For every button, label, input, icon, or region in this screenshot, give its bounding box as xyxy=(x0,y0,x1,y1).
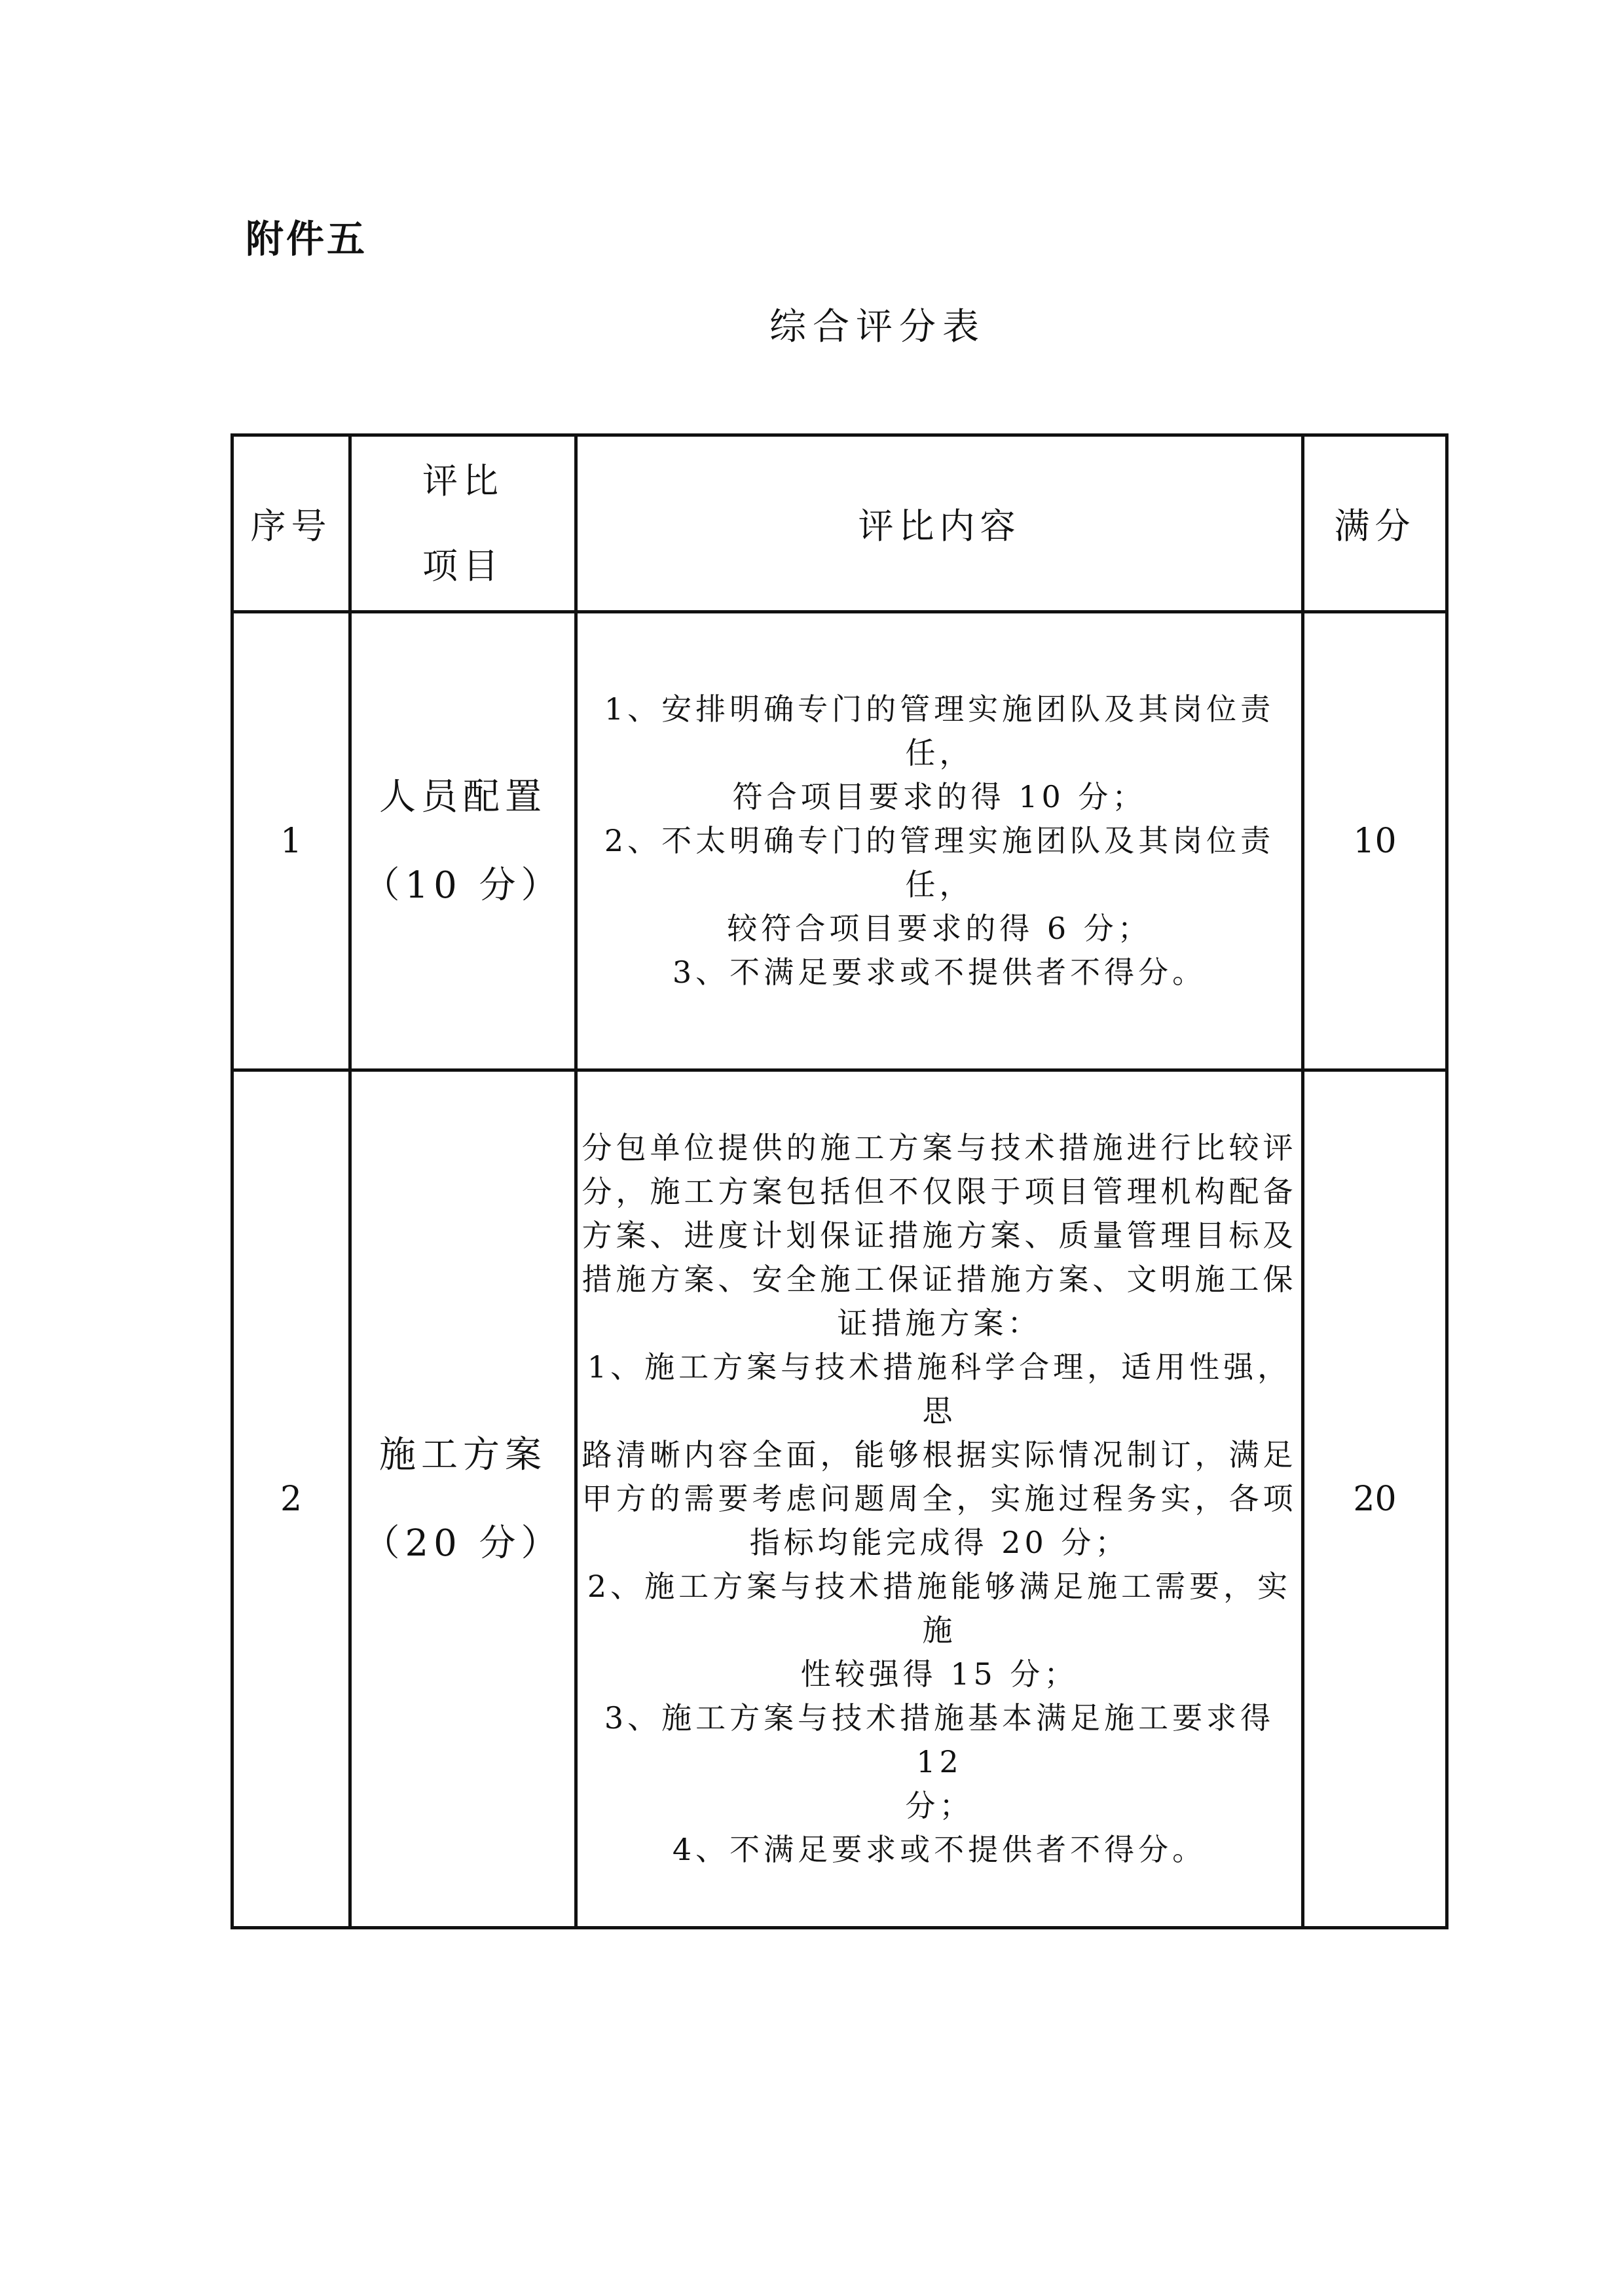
content-line: 符合项目要求的得 10 分； xyxy=(732,779,1147,814)
attachment-label: 附件五 xyxy=(246,217,368,261)
row-item xyxy=(350,1070,576,1928)
row-score: 10 xyxy=(1303,612,1447,1070)
row-item xyxy=(350,612,576,1070)
content-line: 证措施方案： xyxy=(837,1305,1042,1341)
content-line: 2、不太明确专门的管理实施团队及其岗位责任， xyxy=(604,823,1275,902)
content-line: 方案、进度计划保证措施方案、质量管理目标及 xyxy=(581,1218,1297,1253)
content-line: 措施方案、安全施工保证措施方案、文明施工保 xyxy=(581,1262,1297,1297)
content-line: 4、不满足要求或不提供者不得分。 xyxy=(672,1832,1207,1867)
header-score: 满分 xyxy=(1303,435,1447,612)
header-item-line1: 评比 xyxy=(422,460,504,501)
content-line: 甲方的需要考虑问题周全，实施过程务实，各项 xyxy=(581,1481,1297,1516)
header-seq: 序号 xyxy=(232,435,350,612)
header-content: 评比内容 xyxy=(576,435,1303,612)
row-content xyxy=(576,1070,1303,1928)
content-line: 路清晰内容全面，能够根据实际情况制订，满足 xyxy=(581,1437,1297,1472)
content-line: 指标均能完成得 20 分； xyxy=(749,1525,1130,1560)
content-line: 1、安排明确专门的管理实施团队及其岗位责任， xyxy=(604,691,1275,771)
scoring-table xyxy=(231,433,1449,1929)
content-line: 3、不满足要求或不提供者不得分。 xyxy=(672,955,1207,990)
row-item-name: 人员配置 xyxy=(379,775,547,818)
content-line: 分； xyxy=(905,1788,974,1823)
content-line: 1、施工方案与技术措施科学合理，适用性强，思 xyxy=(587,1349,1292,1429)
row-content xyxy=(576,612,1303,1070)
table-header-row xyxy=(232,435,1447,612)
content-line: 性较强得 15 分； xyxy=(800,1656,1079,1692)
content-line: 较符合项目要求的得 6 分； xyxy=(727,911,1152,946)
content-line: 分，施工方案包括但不仅限于项目管理机构配备 xyxy=(581,1174,1297,1209)
header-item-line2: 项目 xyxy=(422,545,504,587)
row-item-points: （20 分） xyxy=(363,1522,563,1565)
row-item-name: 施工方案 xyxy=(379,1433,547,1476)
content-line: 3、施工方案与技术措施基本满足施工要求得 12 xyxy=(604,1700,1275,1779)
content-line: 2、施工方案与技术措施能够满足施工需要，实施 xyxy=(587,1569,1292,1648)
row-item-points: （10 分） xyxy=(363,864,563,907)
row-seq: 1 xyxy=(232,612,350,1070)
header-item xyxy=(350,435,576,612)
row-seq: 2 xyxy=(232,1070,350,1928)
content-line: 分包单位提供的施工方案与技术措施进行比较评 xyxy=(581,1130,1297,1165)
page-title: 综合评分表 xyxy=(769,306,986,348)
row-score: 20 xyxy=(1303,1070,1447,1928)
table-row xyxy=(232,1070,1447,1928)
table-row xyxy=(232,612,1447,1070)
